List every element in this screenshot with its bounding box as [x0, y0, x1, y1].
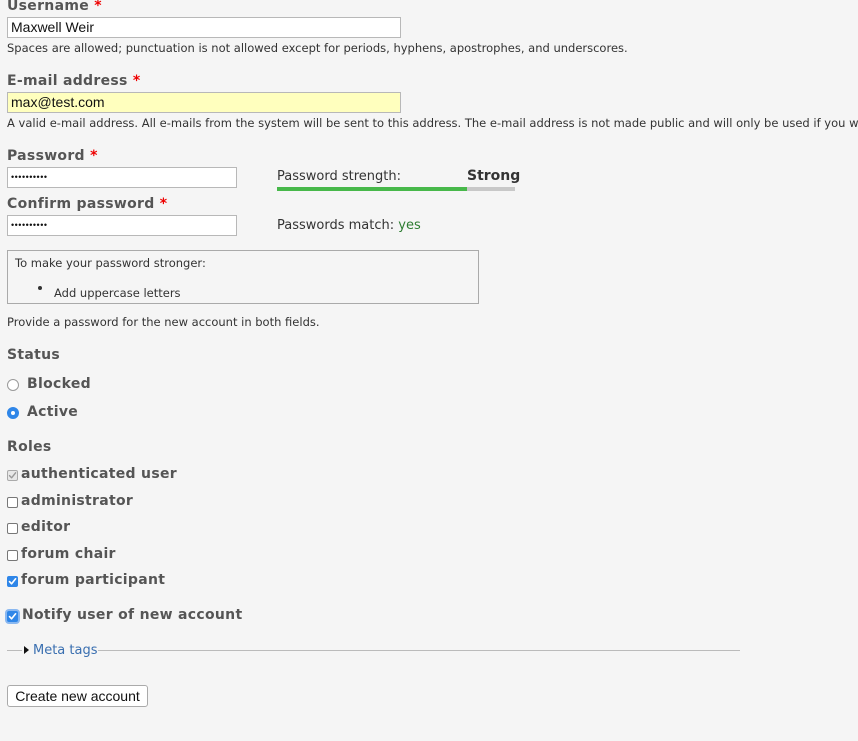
role-forum-participant-label: forum participant: [21, 572, 166, 588]
status-active-radio[interactable]: [7, 407, 19, 419]
password-label: Password *: [7, 148, 98, 164]
role-authenticated-user-label: authenticated user: [21, 466, 177, 482]
create-account-button[interactable]: Create new account: [7, 685, 148, 707]
notify-user-label: Notify user of new account: [22, 607, 243, 623]
role-authenticated-user-checkbox[interactable]: [7, 470, 18, 481]
caret-right-icon: [24, 646, 29, 654]
passwords-match: Passwords match: yes: [277, 218, 421, 233]
password-input[interactable]: ••••••••••: [7, 167, 237, 188]
suggestions-title: To make your password stronger:: [15, 256, 206, 270]
status-active-label: Active: [27, 404, 79, 420]
fieldset-border-right: [98, 650, 740, 651]
email-label: E-mail address *: [7, 73, 141, 89]
username-input[interactable]: Maxwell Weir: [7, 17, 401, 38]
role-forum-chair-checkbox[interactable]: [7, 550, 18, 561]
bullet-icon: [38, 286, 42, 290]
password-strength-bar: [277, 187, 515, 191]
password-description: Provide a password for the new account in both fields.: [7, 315, 320, 329]
passwords-match-value: yes: [398, 218, 421, 233]
role-forum-participant-checkbox[interactable]: [7, 576, 18, 587]
username-description: Spaces are allowed; punctuation is not allowed except for periods, hyphens, apostrophes, and underscores.: [7, 41, 628, 55]
role-administrator-checkbox[interactable]: [7, 497, 18, 508]
confirm-password-label: Confirm password *: [7, 196, 168, 212]
fieldset-border-left: [7, 650, 22, 651]
password-strength-fill: [277, 187, 467, 191]
status-blocked-radio[interactable]: [7, 379, 19, 391]
role-administrator-label: administrator: [21, 493, 134, 509]
notify-user-checkbox[interactable]: [7, 611, 18, 622]
roles-label: Roles: [7, 439, 52, 455]
role-editor-checkbox[interactable]: [7, 523, 18, 534]
password-suggestions: [7, 250, 479, 304]
email-description: A valid e-mail address. All e-mails from the system will be sent to this address. The e-mail address is not made public and will only be used if you w: [7, 116, 858, 130]
password-strength-value: Strong: [467, 168, 521, 184]
checkmark-icon: [8, 471, 17, 480]
username-label: Username *: [7, 0, 102, 14]
checkmark-icon: [8, 612, 17, 621]
role-forum-chair-label: forum chair: [21, 546, 116, 562]
status-label: Status: [7, 347, 61, 363]
email-input[interactable]: max@test.com: [7, 92, 401, 113]
password-strength-label: Password strength:: [277, 169, 401, 184]
role-editor-label: editor: [21, 519, 71, 535]
meta-tags-link[interactable]: Meta tags: [33, 643, 98, 658]
suggestion-item: Add uppercase letters: [54, 286, 181, 300]
status-blocked-label: Blocked: [27, 376, 91, 392]
confirm-password-input[interactable]: ••••••••••: [7, 215, 237, 236]
checkmark-icon: [8, 577, 17, 586]
